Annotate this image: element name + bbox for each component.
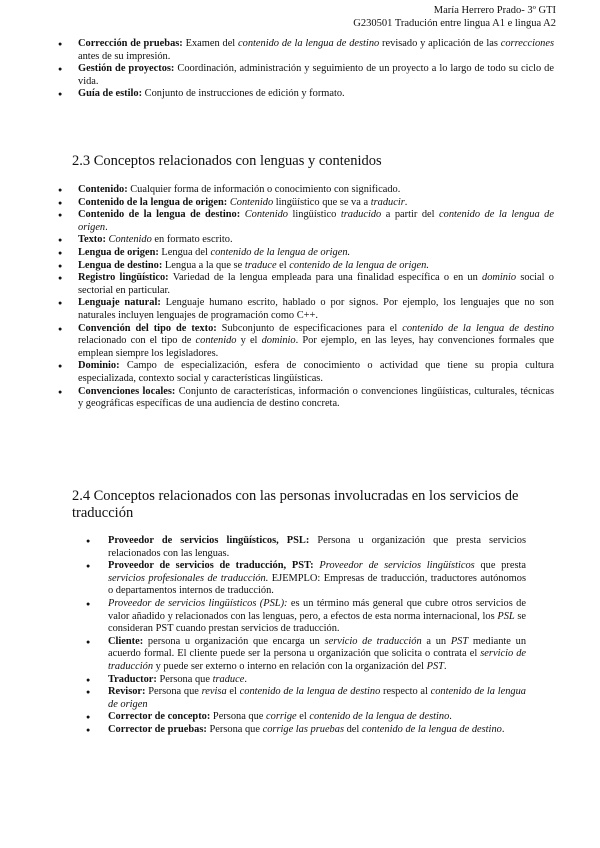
term-label: Texto:	[78, 234, 106, 246]
definition-text: Persona u organización que presta servicios relacionados con las lenguas.	[108, 535, 526, 559]
section-2-3-heading: 2.3 Conceptos relacionados con lenguas y contenidos	[72, 153, 382, 169]
definition-text: es un término más general que cubre otros servicios de valor añadido y relacionados con las lenguas, pero, a efectos de esta norma internacional, los	[108, 597, 526, 622]
term-label: Lengua de origen:	[78, 246, 159, 258]
definition-text: contenido de la lengua de destino	[238, 38, 380, 49]
definition-list-2	[78, 184, 554, 411]
term-label: Contenido de la lengua de destino:	[78, 209, 241, 221]
definition-list-1	[78, 38, 554, 101]
definition-text: a partir del	[381, 209, 440, 221]
list-item	[78, 386, 554, 411]
definition-text: contenido de la lengua de destino	[402, 322, 554, 334]
definition-text: antes de su impresión.	[78, 50, 171, 62]
definition-text: en formato escrito.	[151, 234, 233, 246]
term-label: Corrección de pruebas:	[78, 38, 183, 49]
list-item	[108, 535, 526, 560]
list-item	[78, 88, 554, 101]
definition-text: el	[226, 686, 240, 698]
definition-text: mediante un acuerdo formal. El cliente puede ser la persona u organización que solicita o contrata el	[108, 635, 527, 660]
definition-text: Contenido	[244, 209, 288, 221]
definition-text: Persona que	[206, 723, 263, 735]
term-label: Convención del tipo de texto:	[78, 322, 217, 334]
list-item	[78, 209, 554, 234]
definition-text: correcciones	[500, 38, 554, 49]
definition-text: Contenido	[229, 196, 274, 208]
list-item	[108, 674, 526, 687]
definition-text: Contenido	[108, 234, 152, 246]
term-label: Convenciones locales:	[78, 385, 176, 397]
list-item	[78, 272, 554, 297]
definition-text: PST	[450, 635, 469, 647]
definition-text: relacionado con el tipo de	[78, 335, 196, 347]
definition-text: del	[343, 723, 362, 735]
definition-text: contenido de la lengua de destino	[361, 723, 502, 735]
definition-text: Campo de especialización, esfera de conocimiento o actividad que tiene su propia cultura especializada, contexto social y características lingüísticas.	[78, 360, 554, 384]
definition-text: Lengua a la que se	[162, 259, 245, 271]
term-label: Contenido de la lengua de origen:	[78, 196, 228, 208]
definition-text: contenido de la lengua de destino	[309, 711, 450, 723]
term-label: Gestión de proyectos:	[78, 63, 175, 75]
section-2-4-heading	[72, 488, 542, 522]
definition-text: revisa	[201, 686, 227, 698]
definition-text: Cualquier forma de información o conocimiento con significado.	[127, 184, 401, 195]
definition-text: corrige las pruebas	[262, 723, 344, 735]
section-2-4-number: 2.4	[72, 488, 91, 504]
term-label: Revisor:	[108, 686, 146, 698]
definition-text: dominio	[482, 272, 517, 284]
header-author: María Herrero Prado- 3º GTI	[433, 5, 556, 16]
definition-text: el	[276, 259, 290, 271]
term-label: Contenido:	[78, 184, 128, 195]
term-label: Corrector de pruebas:	[108, 723, 207, 735]
definition-text: traduce	[244, 259, 277, 271]
definition-text: contenido	[195, 335, 237, 347]
definition-text: contenido de la lengua de origen	[108, 686, 526, 710]
list-item	[108, 636, 526, 674]
list-item	[108, 711, 526, 724]
list-item	[78, 297, 554, 322]
term-label: Dominio:	[78, 360, 120, 372]
definition-text: se consideran PST cuando prestan servicios de traducción.	[108, 610, 526, 635]
list-item	[78, 38, 554, 63]
definition-text: contenido de la lengua de origen.	[210, 246, 351, 258]
list-item	[78, 323, 554, 361]
definition-text: Lengua del	[158, 246, 211, 258]
definition-text: traducido	[340, 209, 382, 221]
definition-text: Proveedor de servicios lingüísticos	[319, 560, 475, 572]
term-label: Registro lingüístico:	[78, 272, 169, 284]
definition-text: lingüístico que se va a	[273, 196, 371, 208]
term-label: Guía de estilo:	[78, 88, 143, 100]
term-label: Lenguaje natural:	[78, 297, 161, 309]
definition-text: revisado y aplicación de las	[379, 38, 501, 49]
list-item	[78, 184, 554, 197]
definition-list-3	[108, 535, 526, 737]
definition-text: servicios profesionales de traducción.	[108, 572, 269, 584]
definition-text: respecto al	[380, 686, 431, 698]
definition-text: Persona que	[145, 686, 202, 698]
definition-text: social o sectorial en particular.	[78, 272, 554, 296]
definition-text: PST	[426, 660, 444, 672]
definition-text: contenido de la lengua de origen.	[289, 259, 429, 271]
definition-text: corrige	[266, 711, 297, 723]
definition-text: dominio	[261, 335, 296, 347]
definition-text: Proveedor de servicios lingüísticos (PSL):	[108, 597, 288, 609]
definition-text: a un	[421, 635, 451, 647]
definition-text: traduce	[212, 673, 245, 685]
term-label: Proveedor de servicios lingüísticos, PSL:	[108, 535, 310, 546]
definition-text: . Por ejemplo, en las leyes, hay convenciones formales que emplean siempre los legisladores.	[78, 335, 554, 359]
definition-text: Coordinación, administración y seguimiento de un proyecto a lo largo de todo su ciclo de vida.	[78, 63, 554, 87]
definition-text: contenido de la lengua de destino	[239, 686, 381, 698]
definition-text: Persona que	[210, 711, 267, 723]
list-item	[108, 560, 526, 598]
definition-text: Persona que	[156, 673, 213, 685]
list-item	[78, 234, 554, 247]
definition-text: Lenguaje humano escrito, hablado o por signos. Por ejemplo, los lenguajes que no son naturales incluyen lenguajes de programación como C++.	[78, 297, 554, 321]
list-item	[78, 63, 554, 88]
definition-text: contenido de la lengua de origen	[78, 209, 554, 233]
definition-text: .	[443, 660, 447, 672]
definition-text: Examen del	[182, 38, 239, 49]
definition-text: traducir	[370, 196, 405, 208]
list-item	[78, 247, 554, 260]
definition-text: y el	[236, 335, 262, 347]
definition-text: Conjunto de instrucciones de edición y formato.	[142, 88, 345, 100]
list-item	[108, 686, 526, 711]
definition-text: servicio de traducción	[324, 635, 422, 647]
definition-text: que presta	[474, 560, 526, 572]
definition-text: PSL	[497, 610, 515, 622]
header-course: G230501 Tradución entre lingua A1 e lingua A2	[353, 18, 556, 29]
section-2-4-title: Conceptos relacionados con las personas involucradas en los servicios de traducción	[72, 488, 519, 521]
definition-text: .	[404, 196, 408, 208]
list-item	[78, 197, 554, 210]
definition-text: Variedad de la lengua empleada para una finalidad específica o en un	[168, 272, 483, 284]
definition-text: lingüístico	[287, 209, 341, 221]
definition-text: Conjunto de características, información o convenciones lingüísticas, culturales, técnicas y geográficas específicas de una audiencia de destino concreta.	[78, 385, 554, 410]
list-item	[108, 724, 526, 737]
definition-text: Subconjunto de especificaciones para el	[216, 322, 403, 334]
definition-text: .	[501, 723, 505, 735]
term-label: Traductor:	[108, 673, 157, 685]
list-item	[78, 360, 554, 385]
term-label: Lengua de destino:	[78, 259, 163, 271]
list-item	[108, 598, 526, 636]
definition-text: persona u organización que encarga un	[143, 635, 325, 647]
term-label: Corrector de concepto:	[108, 711, 211, 723]
definition-text: el	[296, 711, 310, 723]
definition-text: y puede ser externo o interno en relación con la organización del	[153, 660, 427, 672]
term-label: Proveedor de servicios de traducción, PST:	[108, 560, 314, 572]
definition-text: .	[244, 673, 247, 685]
list-item	[78, 260, 554, 273]
term-label: Cliente:	[108, 635, 144, 647]
definition-text: .	[105, 221, 108, 233]
definition-text: .	[449, 711, 452, 723]
definition-text: EJEMPLO: Empresas de traducción, traductores autónomos o departamentos internos de traducción.	[108, 572, 526, 597]
definition-text: servicio de traducción	[108, 648, 527, 672]
